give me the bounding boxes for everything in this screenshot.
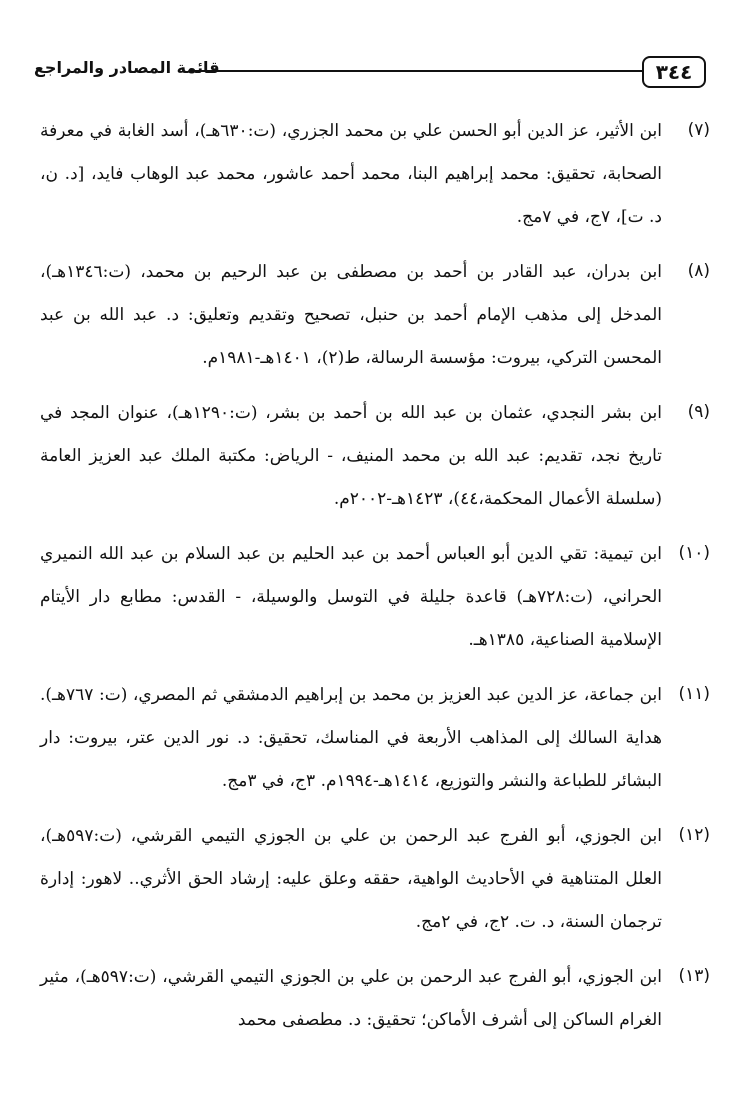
bibliography-entry [40,674,710,803]
page-number: ٣٤٤ [655,60,693,84]
entry-number: (١٠) [678,543,710,563]
bibliography-list [40,110,710,1054]
bibliography-entry [40,251,710,380]
header-rule [189,70,644,72]
entry-text: ابن الجوزي، أبو الفرج عبد الرحمن بن علي بن الجوزي التيمي القرشي، (ت:٥٩٧هـ)، مثير الغرام الساكن إلى أشرف الأماكن؛ تحقيق: د. مطصفى محمد [40,967,662,1030]
entry-text: ابن الجوزي، أبو الفرج عبد الرحمن بن علي بن الجوزي التيمي القرشي، (ت:٥٩٧هـ)، العلل المتناهية في الأحاديث الواهية، حققه وعلق عليه: إرشاد الحق الأثري.. لاهور: إدارة ترجمان السنة، د. ت. ٢ج، في ٢مج. [40,826,662,932]
running-title: قائمة المصادر والمراجع [34,58,220,77]
bibliography-entry [40,956,710,1042]
bibliography-entry [40,392,710,521]
entry-text: ابن بشر النجدي، عثمان بن عبد الله بن أحمد بن بشر، (ت:١٢٩٠هـ)، عنوان المجد في تاريخ نجد، تقديم: عبد الله بن محمد المنيف، - الرياض: مكتبة الملك عبد العزيز العامة (سلسلة الأعمال المحكمة،٤٤)، ١٤٢٣هـ-٢٠٠٢م. [40,403,662,509]
entry-text: ابن الأثير، عز الدين أبو الحسن علي بن محمد الجزري، (ت:٦٣٠هـ)، أسد الغابة في معرفة الصحابة، تحقيق: محمد إبراهيم البنا، محمد أحمد عاشور، محمد عبد الوهاب فايد، [د. ن، د. ت]، ٧ج، في ٧مج. [40,121,662,227]
page-number-box [642,56,706,88]
bibliography-entry [40,110,710,239]
entry-number: (٩) [687,402,710,422]
entry-text: ابن تيمية: تقي الدين أبو العباس أحمد بن عبد الحليم بن عبد السلام بن عبد الله النميري الحراني، (ت:٧٢٨هـ) قاعدة جليلة في التوسل والوسيلة، - القدس: مطابع دار الأيتام الإسلامية الصناعية، ١٣٨٥هـ. [40,544,662,650]
entry-number: (١٣) [678,966,710,986]
entry-number: (١٢) [678,825,710,845]
entry-text: ابن بدران، عبد القادر بن أحمد بن مصطفى بن عبد الرحيم بن محمد، (ت:١٣٤٦هـ)، المدخل إلى مذهب الإمام أحمد بن حنبل، تصحيح وتقديم وتعليق: د. عبد الله بن عبد المحسن التركي، بيروت: مؤسسة الرسالة، ط(٢)، ١٤٠١هـ-١٩٨١م. [40,262,662,368]
entry-number: (٧) [687,120,710,140]
entry-text: ابن جماعة، عز الدين عبد العزيز بن محمد بن إبراهيم الدمشقي ثم المصري، (ت: ٧٦٧هـ). هداية السالك إلى المذاهب الأربعة في المناسك، تحقيق: د. نور الدين عتر، بيروت: دار البشائر للطباعة والنشر والتوزيع، ١٤١٤هـ-١٩٩٤م. ٣ج، في ٣مج. [40,685,662,791]
entry-number: (٨) [687,261,710,281]
entry-number: (١١) [678,684,710,704]
bibliography-entry [40,815,710,944]
bibliography-entry [40,533,710,662]
page-header [34,56,706,92]
